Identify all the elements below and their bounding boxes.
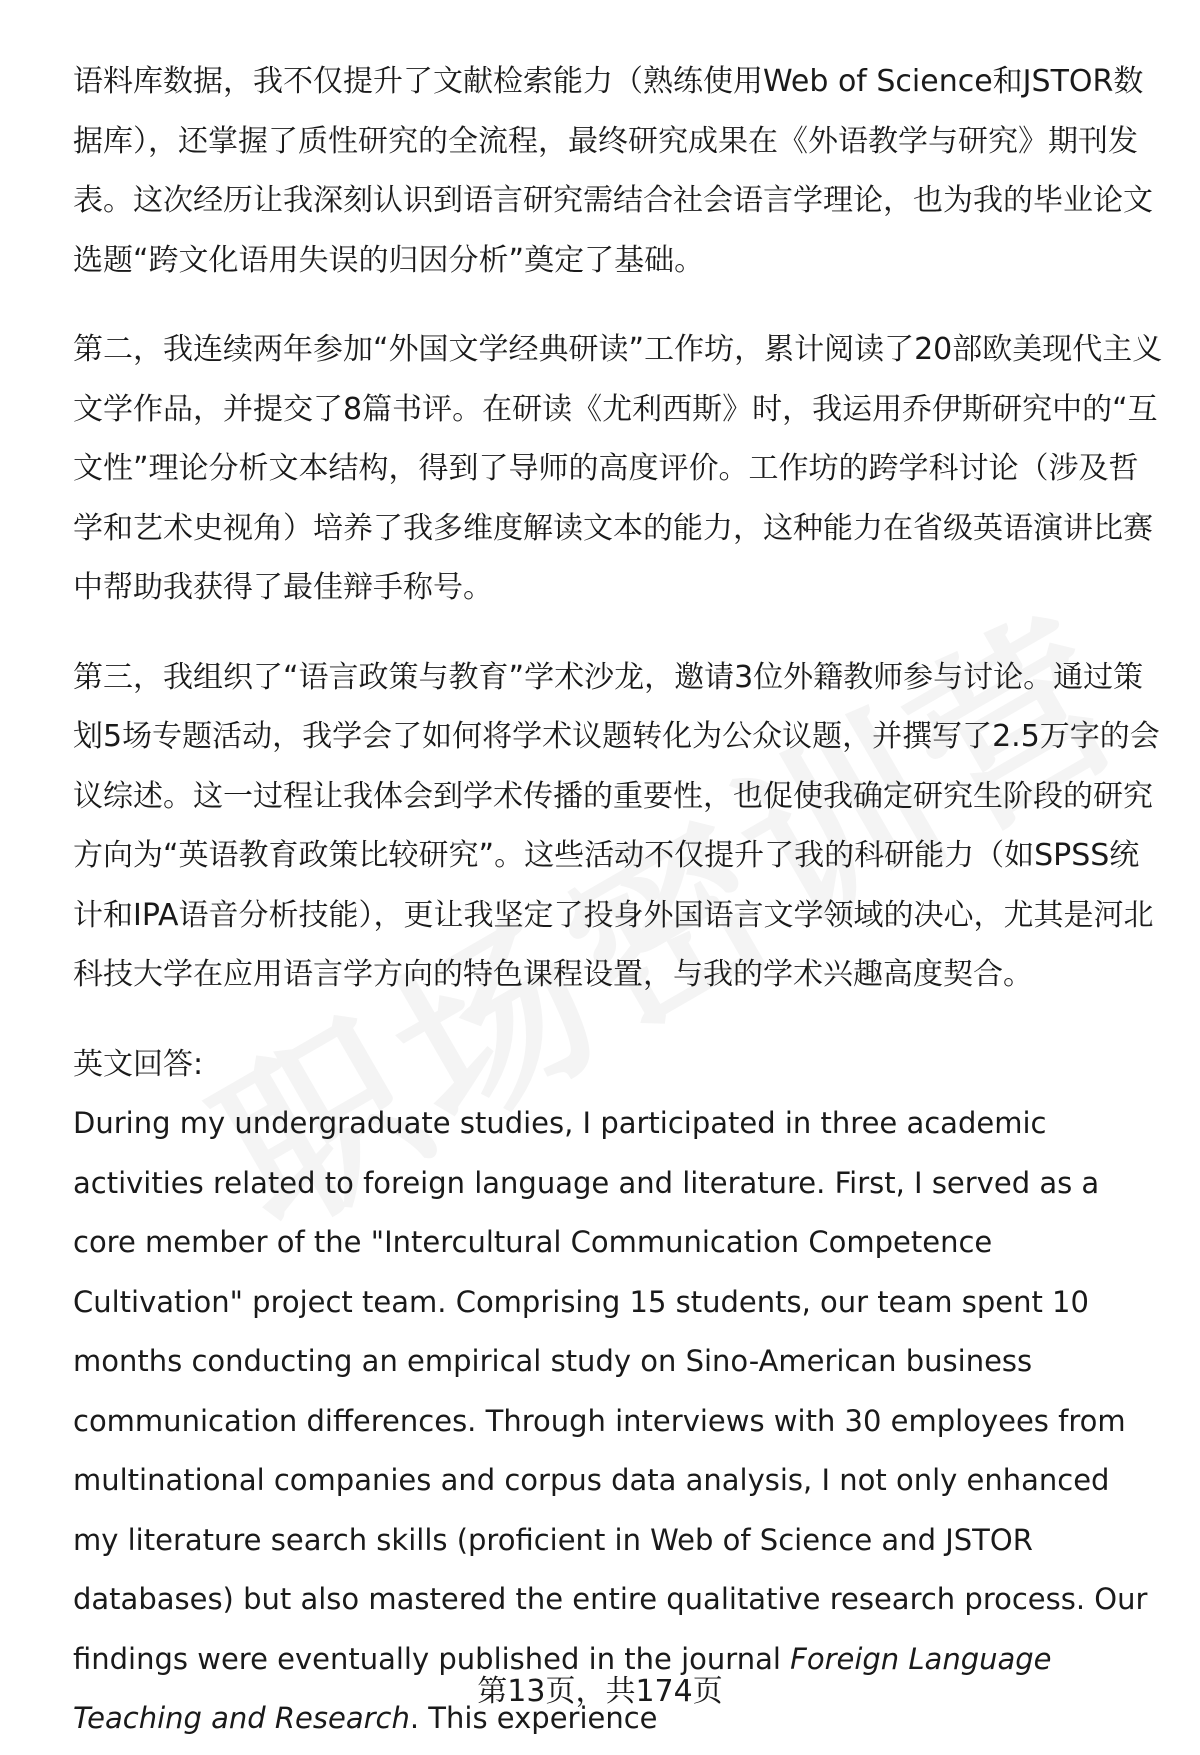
english-answer-paragraph <box>73 1094 1163 1749</box>
journal-title: Foreign Language Teaching and Research <box>73 1641 1052 1735</box>
page-number-footer: 第13页，共174页 <box>477 1674 723 1709</box>
english-answer-label: 英文回答: <box>73 1046 204 1082</box>
english-text-start: During my undergraduate studies, I participated in three academic activities related to foreign language and literature. First, I served as a core member of the "Intercultural Communication Competence Cultivation" project team. Comprising 15 students, our team spent 10 months conducting an empirical study on Sino-American business communication differences. Through interviews with 30 employees from multinational companies and corpus data analysis, I not only enhanced my literature search skills (proficient in Web of Science and JSTOR databases) but also mastered the entire qualitative research process. Our findings were eventually published in the journal <box>73 1106 1148 1676</box>
paragraph-2: 第二，我连续两年参加“外国文学经典研读”工作坊，累计阅读了20部欧美现代主义文学作品，并提交了8篇书评。在研读《尤利西斯》时，我运用乔伊斯研究中的“互文性”理论分析文本结构，得到了导师的高度评价。工作坊的跨学科讨论（涉及哲学和艺术史视角）培养了我多维度解读文本的能力，这种能力在省级英语演讲比赛中帮助我获得了最佳辩手称号。 <box>73 332 1163 605</box>
page-content <box>73 52 1163 1749</box>
paragraph-1: 语料库数据，我不仅提升了文献检索能力（熟练使用Web of Science和JSTOR数据库），还掌握了质性研究的全流程，最终研究成果在《外语教学与研究》期刊发表。这次经历让我深刻认识到语言研究需结合社会语言学理论，也为我的毕业论文选题“跨文化语用失误的归因分析”奠定了基础。 <box>73 64 1153 278</box>
english-text-end: . This experience <box>409 1701 658 1735</box>
paragraph-3: 第三，我组织了“语言政策与教育”学术沙龙，邀请3位外籍教师参与讨论。通过策划5场专题活动，我学会了如何将学术议题转化为公众议题，并撰写了2.5万字的会议综述。这一过程让我体会到学术传播的重要性，也促使我确定研究生阶段的研究方向为“英语教育政策比较研究”。这些活动不仅提升了我的科研能力（如SPSS统计和IPA语音分析技能），更让我坚定了投身外国语言文学领域的决心，尤其是河北科技大学在应用语言学方向的特色课程设置，与我的学术兴趣高度契合。 <box>73 659 1160 992</box>
